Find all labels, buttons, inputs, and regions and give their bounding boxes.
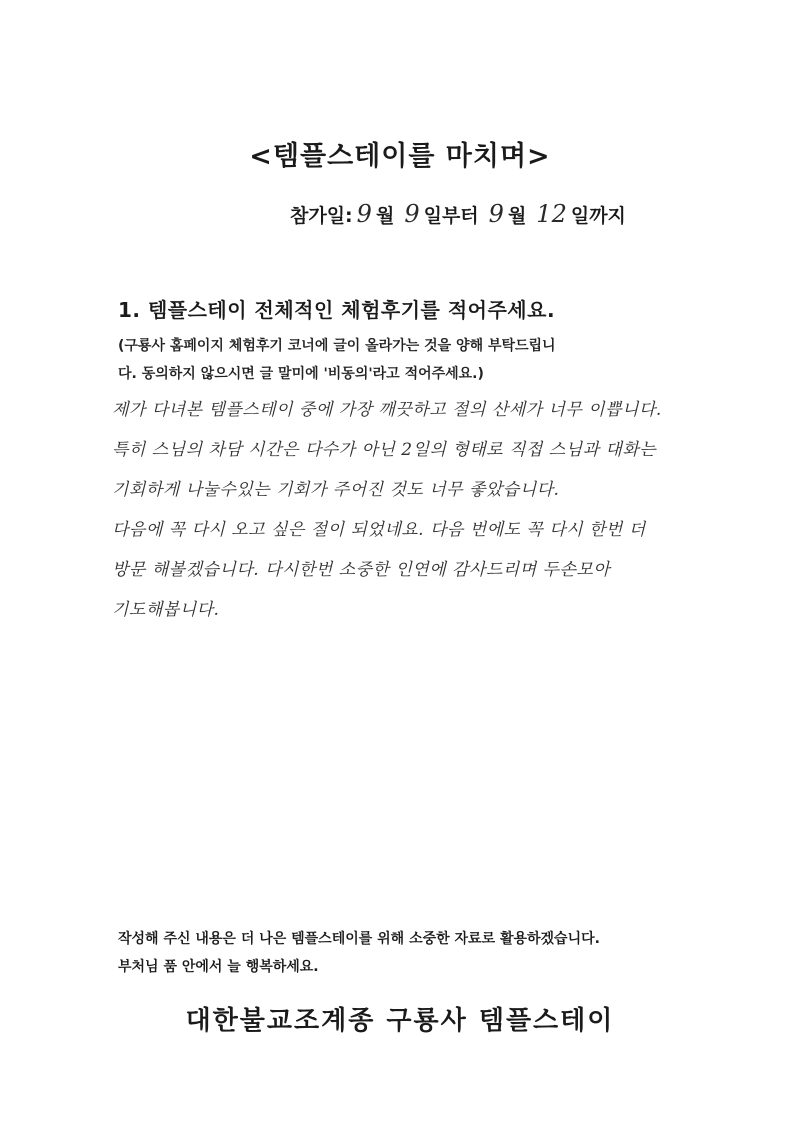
answer-line: 특히 스님의 차담 시간은 다수가 아닌 2일의 형태로 직접 스님과 대화는 bbox=[112, 440, 657, 460]
page-title: <템플스테이를 마치며> bbox=[249, 141, 551, 172]
footer-note bbox=[118, 925, 718, 981]
answer-line: 다음에 꼭 다시 오고 싶은 절이 되었네요. 다음 번에도 꼭 다시 한번 더 bbox=[112, 520, 646, 540]
end-suffix: 일까지 bbox=[570, 205, 626, 227]
question-note-line: (구룡사 홈페이지 체험후기 코너에 글이 올라가는 것을 양해 부탁드립니 bbox=[118, 338, 556, 354]
answer-line: 기도해봅니다. bbox=[112, 600, 220, 620]
participation-date-line bbox=[290, 200, 626, 236]
participation-label: 참가일: bbox=[290, 205, 353, 227]
handwritten-answer bbox=[112, 390, 732, 630]
end-day-handwritten: 12 bbox=[536, 200, 567, 228]
end-month-handwritten: 9 bbox=[488, 200, 504, 228]
start-suffix: 일부터 bbox=[423, 205, 479, 227]
answer-line: 제가 다녀본 템플스테이 중에 가장 깨끗하고 절의 산세가 너무 이쁩니다. bbox=[112, 400, 662, 420]
start-month-handwritten: 9 bbox=[356, 200, 372, 228]
question-note bbox=[118, 332, 718, 388]
footer-note-line: 작성해 주신 내용은 더 나은 템플스테이를 위해 소중한 자료로 활용하겠습니다. bbox=[118, 931, 600, 947]
month-unit-2: 월 bbox=[507, 205, 527, 227]
question-note-line: 다. 동의하지 않으시면 글 말미에 '비동의'라고 적어주세요.) bbox=[118, 366, 484, 382]
organization-name: 대한불교조계종 구룡사 템플스테이 bbox=[185, 1006, 615, 1036]
question-title: 1. 템플스테이 전체적인 체험후기를 적어주세요. bbox=[118, 298, 556, 322]
answer-line: 기회하게 나눌수있는 기회가 주어진 것도 너무 좋았습니다. bbox=[112, 480, 560, 500]
footer-note-line: 부처님 품 안에서 늘 행복하세요. bbox=[118, 959, 319, 975]
answer-line: 방문 해볼겠습니다. 다시한번 소중한 인연에 감사드리며 두손모아 bbox=[112, 560, 611, 580]
start-day-handwritten: 9 bbox=[404, 200, 420, 228]
month-unit-1: 월 bbox=[375, 205, 395, 227]
